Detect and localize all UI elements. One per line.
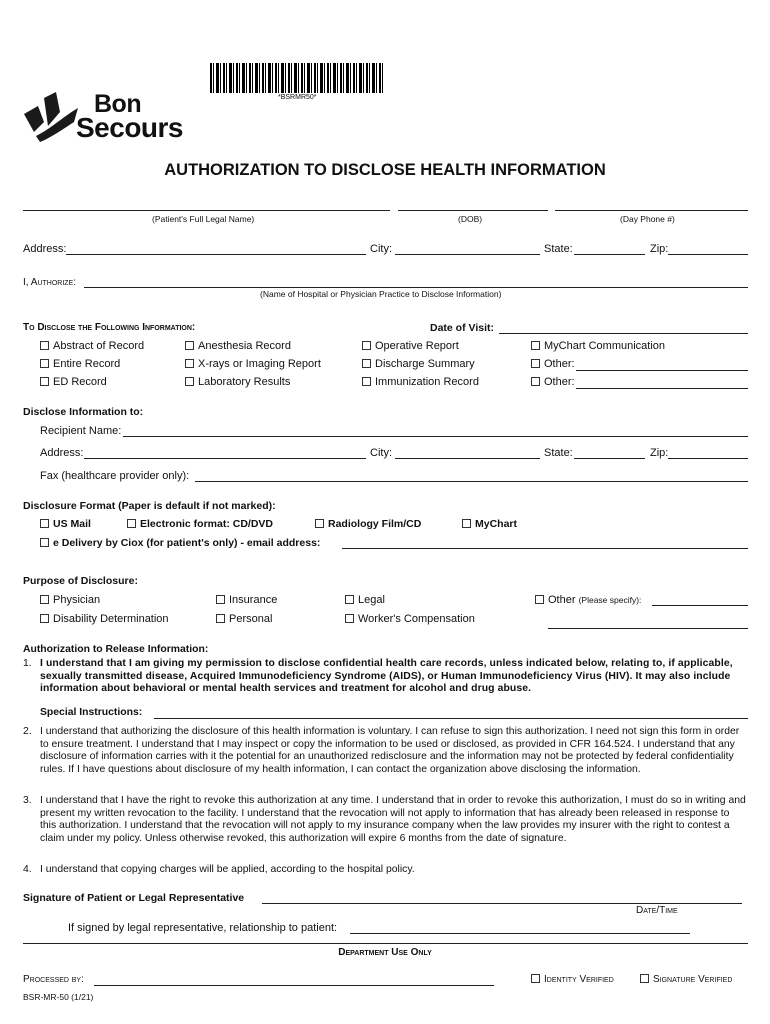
logo-line1: Bon (94, 90, 142, 118)
checkbox[interactable] (362, 359, 371, 368)
checkbox[interactable] (40, 595, 49, 604)
purpose-physician[interactable]: Physician (40, 594, 100, 606)
option-ed-record[interactable]: ED Record (40, 376, 107, 388)
patient-name-line[interactable] (23, 210, 390, 211)
option-discharge-summary[interactable]: Discharge Summary (362, 358, 475, 370)
logo (22, 92, 192, 147)
relationship-label: If signed by legal representative, relationship to patient: (68, 922, 338, 934)
patient-address-label: Address: (23, 243, 67, 255)
recipient-heading: Disclose Information to: (23, 406, 144, 418)
purpose-other-line-2[interactable] (548, 628, 748, 629)
checkbox[interactable] (531, 341, 540, 350)
disclose-heading: To Disclose the Following Information: (23, 322, 196, 333)
item-number-1: 1. (23, 658, 32, 669)
patient-state-line[interactable] (574, 254, 645, 255)
barcode-text: *BSRMR50* (278, 94, 317, 101)
fax-label: Fax (healthcare provider only): (40, 470, 190, 482)
authorize-line[interactable] (84, 287, 748, 288)
processed-by-label: Processed by: (23, 974, 84, 985)
checkbox[interactable] (40, 341, 49, 350)
item-number-4: 4. (23, 864, 32, 875)
format-radiology-film[interactable]: Radiology Film/CD (315, 518, 421, 530)
purpose-insurance[interactable]: Insurance (216, 594, 277, 606)
barcode (210, 63, 385, 93)
checkbox[interactable] (362, 341, 371, 350)
purpose-other-line[interactable] (652, 605, 748, 606)
identity-verified[interactable]: Identity Verified (531, 974, 614, 985)
authorize-label: I, Authorize: (23, 277, 77, 288)
dob-line[interactable] (398, 210, 548, 211)
checkbox[interactable] (40, 614, 49, 623)
checkbox[interactable] (40, 359, 49, 368)
item-number-2: 2. (23, 726, 32, 737)
authorization-heading: Authorization to Release Information: (23, 644, 209, 655)
bon-secours-logo-icon (22, 92, 80, 144)
checkbox[interactable] (345, 614, 354, 623)
recipient-state-line[interactable] (574, 458, 645, 459)
format-heading: Disclosure Format (Paper is default if not marked): (23, 500, 276, 512)
authorize-caption: (Name of Hospital or Physician Practice to Disclose Information) (260, 289, 502, 299)
day-phone-caption: (Day Phone #) (620, 214, 675, 224)
date-of-visit-label: Date of Visit: (430, 322, 494, 334)
format-mychart[interactable]: MyChart (462, 518, 517, 530)
day-phone-line[interactable] (555, 210, 748, 211)
checkbox[interactable] (315, 519, 324, 528)
option-other-2[interactable]: Other: (531, 376, 575, 388)
recipient-address-line[interactable] (84, 458, 366, 459)
checkbox[interactable] (362, 377, 371, 386)
recipient-city-line[interactable] (395, 458, 540, 459)
item-number-3: 3. (23, 795, 32, 806)
checkbox[interactable] (531, 377, 540, 386)
dob-caption: (DOB) (458, 214, 483, 224)
patient-state-label: State: (544, 243, 573, 255)
checkbox[interactable] (185, 359, 194, 368)
checkbox[interactable] (216, 614, 225, 623)
recipient-address-label: Address: (40, 447, 84, 459)
checkbox[interactable] (640, 974, 649, 983)
patient-city-line[interactable] (395, 254, 540, 255)
patient-zip-line[interactable] (668, 254, 748, 255)
patient-zip-label: Zip: (650, 243, 669, 255)
checkbox[interactable] (462, 519, 471, 528)
other-1-line[interactable] (576, 370, 748, 371)
option-other-1[interactable]: Other: (531, 358, 575, 370)
recipient-zip-line[interactable] (668, 458, 748, 459)
email-address-line[interactable] (342, 548, 748, 549)
authorization-item-3: I understand that I have the right to revoke this authorization at any time. I understand that in order to revoke this authorization, I must do so in writing and present my written revocation to the facility. I understand that the revocation will not apply to information that has already been released in response to this authorization. I understand that the revocation will not apply to my insurance company when the law provides my insurer with the right to contest a claim under my policy. Unless otherwise revoked, this authorization will expire 6 months from the date of signature. (40, 795, 746, 844)
checkbox[interactable] (216, 595, 225, 604)
datetime-label: Date/Time (636, 905, 678, 916)
signature-verified[interactable]: Signature Verified (640, 974, 732, 985)
authorization-item-1: I understand that I am giving my permission to disclose confidential health care records, unless indicated below, relating to, if applicable, sexually transmitted disease, Acquired Immunodeficiency Syndrome (AIDS), or Human Immunodeficiency Virus (HIV). It may also include information about behavioral or mental health services and treatment for alcohol and drug abuse. (40, 658, 733, 694)
recipient-name-label: Recipient Name: (40, 425, 122, 437)
checkbox[interactable] (185, 377, 194, 386)
department-heading: Department Use Only (338, 947, 432, 958)
option-abstract-of-record[interactable]: Abstract of Record (40, 340, 144, 352)
format-edelivery[interactable]: e Delivery by Ciox (for patient's only) - email address: (40, 537, 320, 549)
fax-line[interactable] (195, 481, 748, 482)
purpose-personal[interactable]: Personal (216, 613, 272, 625)
recipient-state-label: State: (544, 447, 573, 459)
patient-city-label: City: (370, 243, 392, 255)
purpose-other[interactable]: Other (Please specify): (535, 594, 641, 606)
other-2-line[interactable] (576, 388, 748, 389)
purpose-heading: Purpose of Disclosure: (23, 575, 138, 587)
checkbox[interactable] (531, 974, 540, 983)
option-immunization-record[interactable]: Immunization Record (362, 376, 479, 388)
special-instructions-line[interactable] (154, 718, 748, 719)
recipient-city-label: City: (370, 447, 392, 459)
authorization-item-4: I understand that copying charges will be applied, according to the hospital policy. (40, 864, 415, 875)
checkbox[interactable] (185, 341, 194, 350)
checkbox[interactable] (40, 377, 49, 386)
option-entire-record[interactable]: Entire Record (40, 358, 120, 370)
checkbox[interactable] (40, 519, 49, 528)
purpose-legal[interactable]: Legal (345, 594, 385, 606)
checkbox[interactable] (127, 519, 136, 528)
format-us-mail[interactable]: US Mail (40, 518, 91, 530)
checkbox[interactable] (40, 538, 49, 547)
checkbox[interactable] (535, 595, 544, 604)
patient-name-caption: (Patient's Full Legal Name) (152, 214, 255, 224)
option-laboratory-results[interactable]: Laboratory Results (185, 376, 290, 388)
department-divider (23, 943, 748, 944)
signature-line[interactable] (262, 903, 742, 904)
special-instructions-label: Special Instructions: (40, 707, 143, 718)
logo-line2: Secours (76, 112, 183, 143)
form-code: BSR-MR-50 (1/21) (23, 992, 94, 1002)
page-title: AUTHORIZATION TO DISCLOSE HEALTH INFORMATION (164, 161, 606, 179)
option-anesthesia-record[interactable]: Anesthesia Record (185, 340, 291, 352)
purpose-workers-comp[interactable]: Worker's Compensation (345, 613, 475, 625)
checkbox[interactable] (531, 359, 540, 368)
option-mychart-communication[interactable]: MyChart Communication (531, 340, 665, 352)
recipient-name-line[interactable] (123, 436, 748, 437)
checkbox[interactable] (345, 595, 354, 604)
purpose-disability[interactable]: Disability Determination (40, 613, 169, 625)
option-xrays-imaging[interactable]: X-rays or Imaging Report (185, 358, 321, 370)
patient-address-line[interactable] (66, 254, 366, 255)
format-electronic[interactable]: Electronic format: CD/DVD (127, 518, 273, 530)
signature-label: Signature of Patient or Legal Representative (23, 892, 245, 904)
option-operative-report[interactable]: Operative Report (362, 340, 459, 352)
recipient-zip-label: Zip: (650, 447, 669, 459)
processed-by-line[interactable] (94, 985, 494, 986)
authorization-item-2: I understand that authorizing the disclosure of this health information is voluntary. I can refuse to sign this authorization. I need not sign this form in order to ensure treatment. I understand that I may inspect or copy the information to be used or disclosed, as provided in CFR 164.524. I understand that any disclosure of information carries with it the potential for an unauthorized redisclosure and the information may not be protected by federal confidentiality rules. If I have questions about disclosure of my health information, I can contact the organization above disclosing the information. (40, 726, 740, 775)
relationship-line[interactable] (350, 933, 690, 934)
date-of-visit-line[interactable] (499, 333, 748, 334)
